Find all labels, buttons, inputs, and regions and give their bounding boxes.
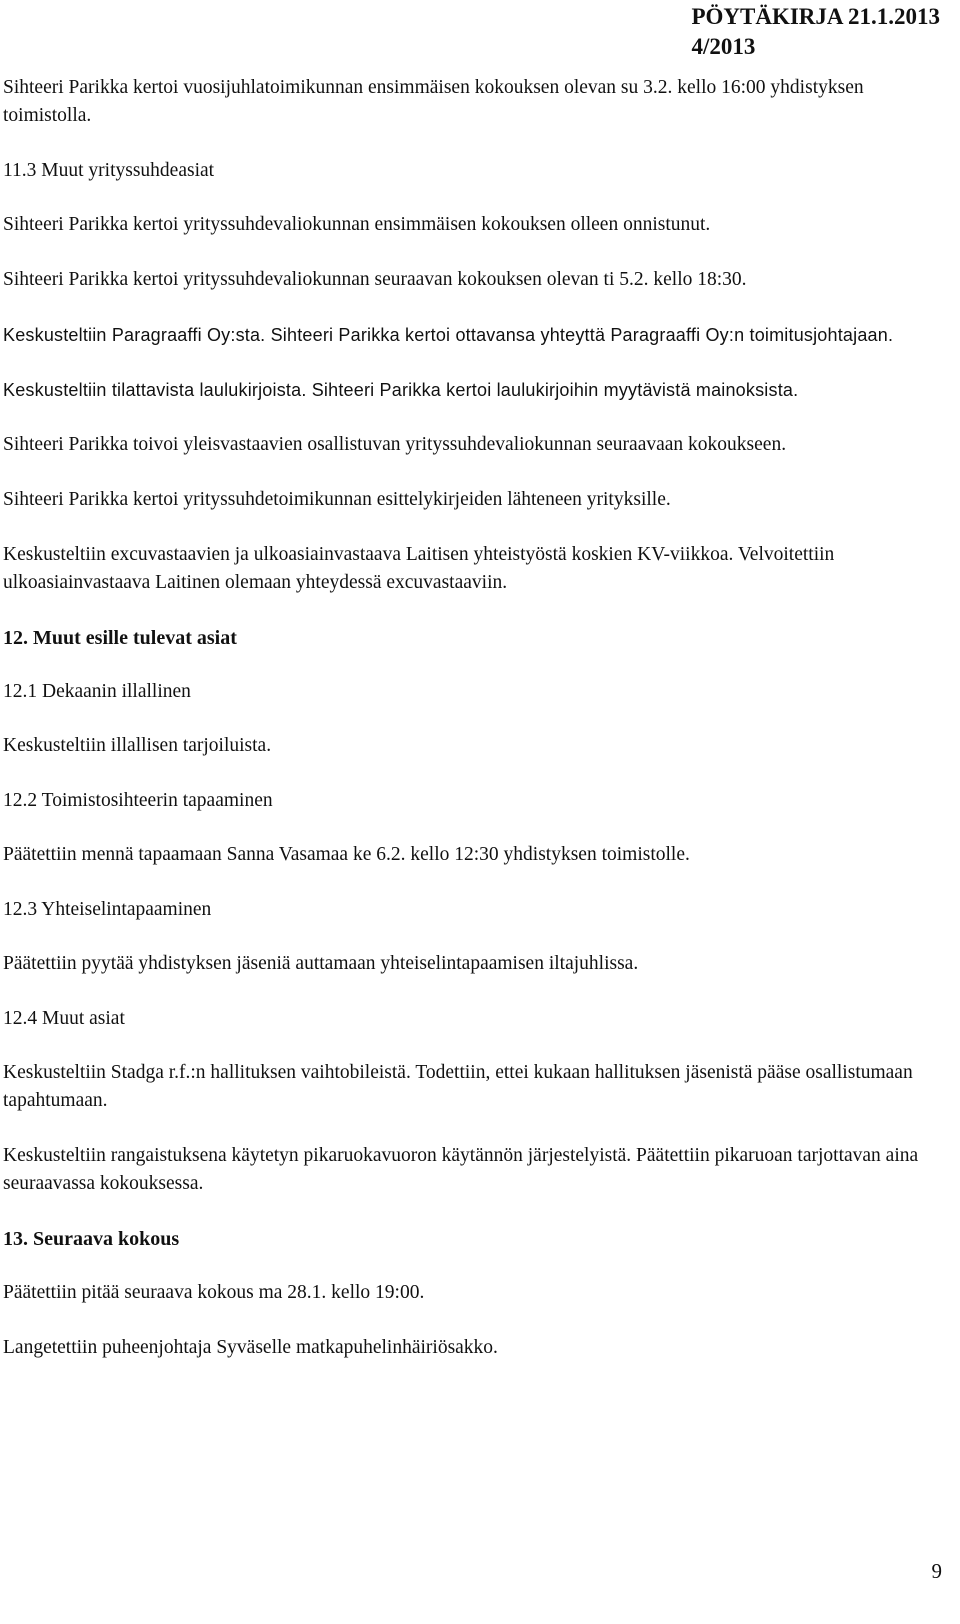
paragraph: Sihteeri Parikka kertoi yrityssuhdetoimikunnan esittelykirjeiden lähteneen yrityksille. — [3, 489, 671, 510]
paragraph: Keskusteltiin excuvastaavien ja ulkoasiainvastaava Laitisen yhteistyöstä koskien KV-viikkoa. Velvoitettiin ulkoasiainvastaava Laitinen olemaan yhteydessä excuvastaaviin. — [3, 544, 835, 593]
paragraph: Keskusteltiin Paragraaffi Oy:sta. Sihteeri Parikka kertoi ottavansa yhteyttä Paragraaffi Oy:n toimitusjohtajaan. — [3, 325, 894, 345]
paragraph: Langetettiin puheenjohtaja Syväselle matkapuhelinhäiriösakko. — [3, 1337, 498, 1358]
minutes-number: 4/2013 — [691, 34, 756, 59]
section-heading-12-3: 12.3 Yhteiselintapaaminen — [3, 899, 212, 920]
section-heading-11-3: 11.3 Muut yrityssuhdeasiat — [3, 160, 215, 181]
minutes-title: PÖYTÄKIRJA 21.1.2013 — [691, 4, 940, 29]
paragraph: Keskusteltiin Stadga r.f.:n hallituksen vaihtobileistä. Todettiin, ettei kukaan hallituksen jäsenistä pääse osallistumaan tapahtumaan. — [3, 1062, 913, 1111]
document-header — [691, 2, 940, 62]
section-heading-13: 13. Seuraava kokous — [3, 1228, 180, 1250]
paragraph: Päätettiin pyytää yhdistyksen jäseniä auttamaan yhteiselintapaamisen iltajuhlissa. — [3, 953, 639, 974]
paragraph: Sihteeri Parikka kertoi vuosijuhlatoimikunnan ensimmäisen kokouksen olevan su 3.2. kello 16:00 yhdistyksen toimistolla. — [3, 77, 864, 126]
document-body — [3, 74, 928, 1389]
section-heading-12-4: 12.4 Muut asiat — [3, 1008, 125, 1029]
paragraph: Päätettiin pitää seuraava kokous ma 28.1. kello 19:00. — [3, 1282, 425, 1303]
section-heading-12-2: 12.2 Toimistosihteerin tapaaminen — [3, 790, 273, 811]
section-heading-12: 12. Muut esille tulevat asiat — [3, 627, 237, 649]
paragraph: Keskusteltiin tilattavista laulukirjoista. Sihteeri Parikka kertoi laulukirjoihin myytävistä mainoksista. — [3, 380, 799, 400]
paragraph: Sihteeri Parikka kertoi yrityssuhdevaliokunnan seuraavan kokouksen olevan ti 5.2. kello 18:30. — [3, 269, 747, 290]
page-number: 9 — [931, 1559, 942, 1583]
section-heading-12-1: 12.1 Dekaanin illallinen — [3, 681, 191, 702]
paragraph: Keskusteltiin illallisen tarjoiluista. — [3, 735, 272, 756]
paragraph: Keskusteltiin rangaistuksena käytetyn pikaruokavuoron käytännön järjestelyistä. Päätettiin pikaruoan tarjottavan aina seuraavassa kokouksessa. — [3, 1145, 919, 1194]
paragraph: Päätettiin mennä tapaamaan Sanna Vasamaa ke 6.2. kello 12:30 yhdistyksen toimistolle. — [3, 844, 690, 865]
paragraph: Sihteeri Parikka kertoi yrityssuhdevaliokunnan ensimmäisen kokouksen olleen onnistunut. — [3, 214, 711, 235]
paragraph: Sihteeri Parikka toivoi yleisvastaavien osallistuvan yrityssuhdevaliokunnan seuraavaan kokoukseen. — [3, 434, 787, 455]
